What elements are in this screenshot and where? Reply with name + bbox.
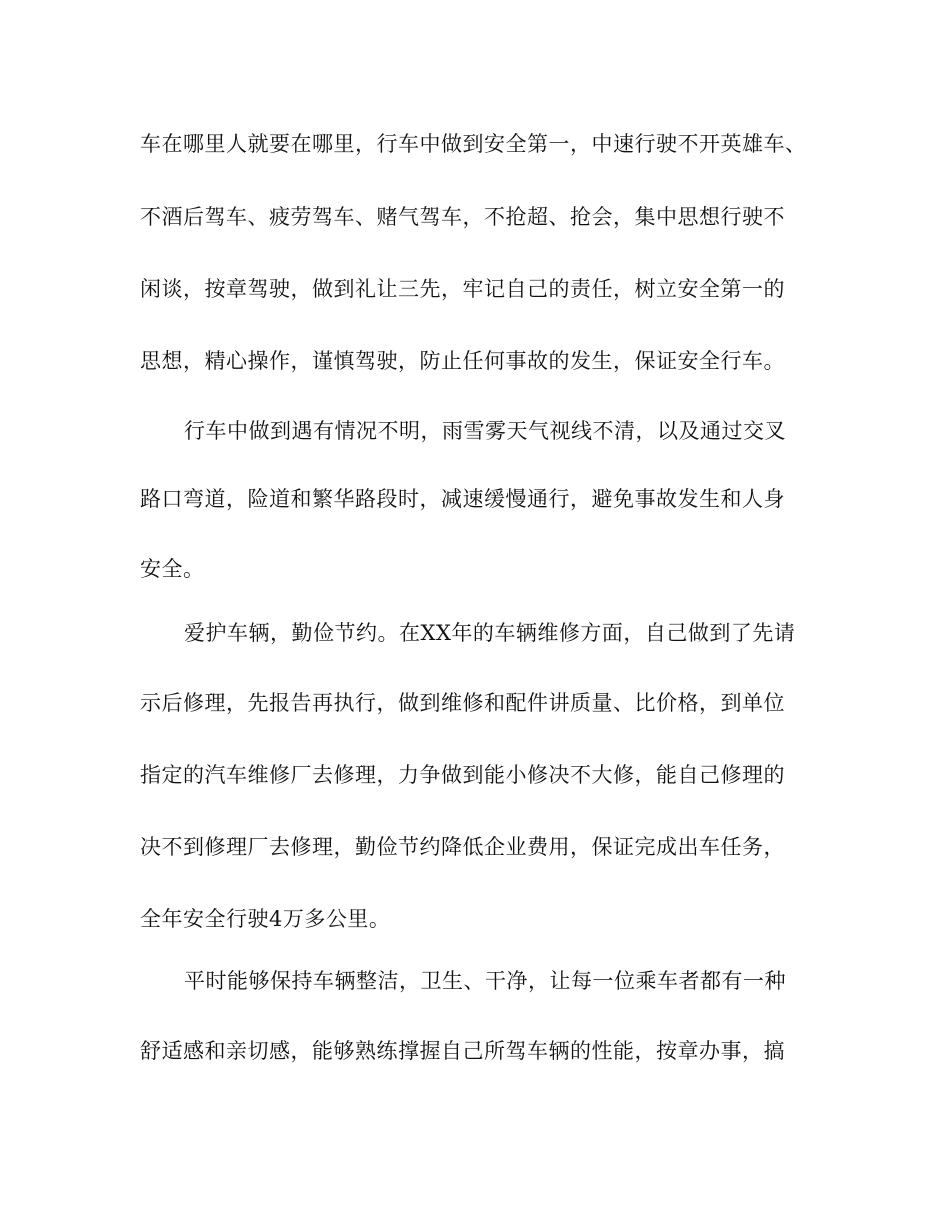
- text-line: 车在哪里人就要在哪里，行车中做到安全第一，中速行驶不开英雄车、: [140, 132, 807, 156]
- text-line: 闲谈，按章驾驶，做到礼让三先，牢记自己的责任，树立安全第一的: [140, 277, 785, 301]
- text-line: 不酒后驾车、疲劳驾车、赌气驾车，不抢超、抢会，集中思想行驶不: [140, 205, 785, 229]
- text-line: 舒适感和亲切感，能够熟练撑握自己所驾车辆的性能，按章办事，搞: [140, 1039, 785, 1063]
- text-line: 指定的汽车维修厂去修理，力争做到能小修决不大修，能自己修理的: [140, 763, 785, 787]
- paragraph-first-line: 爱护车辆，勤俭节约。在XX年的车辆维修方面，自己做到了先请: [184, 621, 796, 645]
- text-line: 全年安全行驶4万多公里。: [140, 907, 391, 931]
- paragraph-first-line: 行车中做到遇有情况不明，雨雪雾天气视线不清，以及通过交叉: [184, 419, 786, 443]
- text-line: 决不到修理厂去修理，勤俭节约降低企业费用，保证完成出车任务，: [140, 835, 785, 859]
- paragraph-first-line: 平时能够保持车辆整洁，卫生、干净，让每一位乘车者都有一种: [184, 969, 786, 993]
- text-line: 路口弯道，险道和繁华路段时，减速缓慢通行，避免事故发生和人身: [140, 487, 785, 511]
- text-line: 思想，精心操作，谨慎驾驶，防止任何事故的发生，保证安全行车。: [140, 349, 785, 373]
- text-line: 示后修理，先报告再执行，做到维修和配件讲质量、比价格，到单位: [140, 691, 785, 715]
- text-line: 安全。: [140, 557, 205, 581]
